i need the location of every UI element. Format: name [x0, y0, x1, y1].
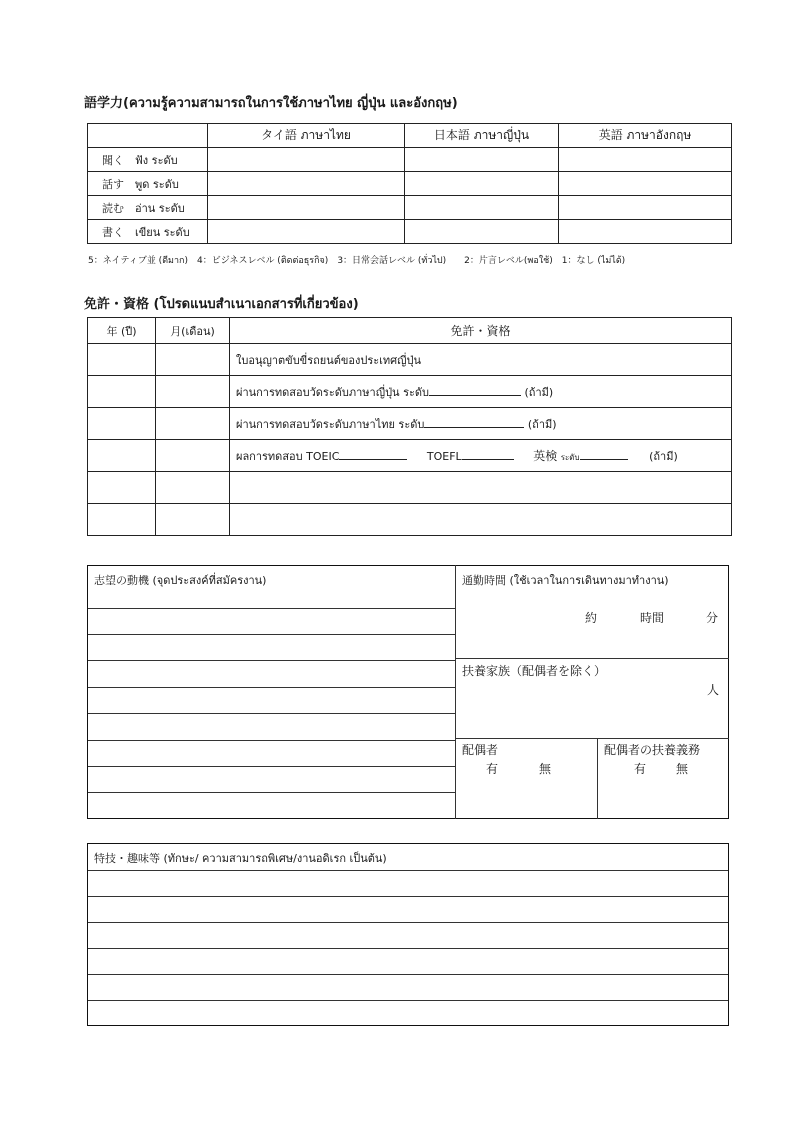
eiken-label: 英検	[533, 448, 558, 463]
commute-hours[interactable]: 時間	[640, 611, 665, 625]
spouse-no[interactable]: 無	[539, 762, 552, 776]
commute-label: 通勤時間 (ใช้เวลาในการเดินทางมาทำงาน)	[462, 574, 669, 587]
row-speaking: 話す พูด ระดับ	[88, 172, 208, 196]
motivation-box	[87, 565, 729, 819]
col-thai: タイ語 ภาษาไทย	[208, 124, 405, 148]
support-yes[interactable]: 有	[634, 762, 647, 776]
spouse-label: 配偶者	[462, 743, 499, 757]
motivation-line[interactable]	[88, 792, 455, 793]
thai-reading-field[interactable]	[208, 196, 405, 220]
motivation-line[interactable]	[88, 687, 455, 688]
japanese-speaking-field[interactable]	[405, 172, 559, 196]
thai-level-blank[interactable]	[424, 416, 524, 428]
thai-test-text: ผ่านการทดสอบวัดระดับภาษาไทย ระดับ	[236, 417, 425, 431]
driving-license-text: ใบอนุญาตขับขี่รถยนต์ของประเทศญี่ปุ่น	[236, 353, 422, 367]
commute-about: 約	[585, 611, 598, 625]
month-cell[interactable]	[156, 472, 230, 504]
thai-test-optional: (ถ้ามี)	[527, 417, 557, 431]
row-listening: 聞く ฟัง ระดับ	[88, 148, 208, 172]
support-no[interactable]: 無	[676, 762, 689, 776]
license-cell[interactable]	[230, 472, 732, 504]
english-writing-field[interactable]	[559, 220, 732, 244]
motivation-line[interactable]	[88, 608, 455, 609]
license-english-tests	[230, 440, 732, 472]
month-cell[interactable]	[156, 504, 230, 536]
month-cell[interactable]	[156, 344, 230, 376]
language-corner-cell	[88, 124, 208, 148]
dependents-divider	[456, 738, 729, 739]
license-driving	[230, 344, 732, 376]
col-japanese: 日本語 ภาษาญี่ปุ่น	[405, 124, 559, 148]
license-cell[interactable]	[230, 504, 732, 536]
license-jlpt	[230, 376, 732, 408]
english-listening-field[interactable]	[559, 148, 732, 172]
row-reading: 読む อ่าน ระดับ	[88, 196, 208, 220]
japanese-listening-field[interactable]	[405, 148, 559, 172]
month-cell[interactable]	[156, 376, 230, 408]
japanese-reading-field[interactable]	[405, 196, 559, 220]
col-english: 英語 ภาษาอังกฤษ	[559, 124, 732, 148]
skills-line[interactable]	[88, 922, 728, 923]
col-month: 月(เดือน)	[156, 318, 230, 344]
toefl-label: TOEFL	[426, 449, 462, 463]
toeic-blank[interactable]	[339, 448, 407, 460]
jlpt-optional: (ถ้ามี)	[524, 385, 554, 399]
month-cell[interactable]	[156, 440, 230, 472]
skills-line[interactable]	[88, 1000, 728, 1001]
motivation-heading: 志望の動機 (จุดประสงค์ที่สมัครงาน)	[94, 574, 267, 587]
year-cell[interactable]	[88, 376, 156, 408]
english-reading-field[interactable]	[559, 196, 732, 220]
thai-speaking-field[interactable]	[208, 172, 405, 196]
thai-writing-field[interactable]	[208, 220, 405, 244]
month-cell[interactable]	[156, 408, 230, 440]
spouse-divider	[597, 738, 598, 819]
eiken-blank[interactable]	[580, 448, 628, 460]
motivation-line[interactable]	[88, 713, 455, 714]
commute-minutes[interactable]: 分	[706, 611, 719, 625]
spouse-yes[interactable]: 有	[486, 762, 499, 776]
license-thai-test	[230, 408, 732, 440]
thai-listening-field[interactable]	[208, 148, 405, 172]
toeic-label: ผลการทดสอบ TOEIC	[236, 449, 340, 463]
motivation-divider	[455, 565, 456, 819]
skills-line[interactable]	[88, 870, 728, 871]
spouse-support-label: 配偶者の扶養義務	[604, 743, 701, 757]
col-license: 免許・資格	[230, 318, 732, 344]
language-heading: 語学力(ความรู้ความสามารถในการใช้ภาษาไทย ญี่ปุ่น และอังกฤษ)	[84, 96, 458, 111]
skills-heading: 特技・趣味等 (ทักษะ/ ความสามารถพิเศษ/งานอดิเรก เป็นต้น)	[94, 852, 387, 865]
skills-line[interactable]	[88, 896, 728, 897]
jlpt-level-blank[interactable]	[429, 384, 521, 396]
motivation-line[interactable]	[88, 766, 455, 767]
commute-divider	[456, 658, 729, 659]
toefl-blank[interactable]	[462, 448, 514, 460]
motivation-line[interactable]	[88, 634, 455, 635]
motivation-line[interactable]	[88, 740, 455, 741]
level-legend: 5：ネイティブ並 (ดีมาก) 4：ビジネスレベル (ติดต่อธุรกิจ) 3：日常会話レベル (ทั่วไป) 2：片言レベル(พอใช้) 1：なし (ไม่ได้)	[88, 256, 626, 266]
year-cell[interactable]	[88, 504, 156, 536]
col-year: 年 (ปี)	[88, 318, 156, 344]
year-cell[interactable]	[88, 440, 156, 472]
skills-line[interactable]	[88, 948, 728, 949]
year-cell[interactable]	[88, 344, 156, 376]
license-table	[87, 317, 732, 536]
english-speaking-field[interactable]	[559, 172, 732, 196]
language-table	[87, 123, 732, 244]
jlpt-text: ผ่านการทดสอบวัดระดับภาษาญี่ปุ่น ระดับ	[236, 385, 430, 399]
eiken-level-label: ระดับ	[560, 452, 580, 462]
year-cell[interactable]	[88, 472, 156, 504]
dependents-label: 扶養家族（配偶者を除く）	[462, 664, 607, 678]
skills-line[interactable]	[88, 974, 728, 975]
english-optional: (ถ้ามี)	[649, 449, 678, 463]
license-heading: 免許・資格 (โปรดแนบสำเนาเอกสารที่เกี่ยวข้อง)	[84, 297, 359, 312]
dependents-unit[interactable]: 人	[707, 683, 720, 697]
motivation-line[interactable]	[88, 660, 455, 661]
row-writing: 書く เขียน ระดับ	[88, 220, 208, 244]
japanese-writing-field[interactable]	[405, 220, 559, 244]
year-cell[interactable]	[88, 408, 156, 440]
